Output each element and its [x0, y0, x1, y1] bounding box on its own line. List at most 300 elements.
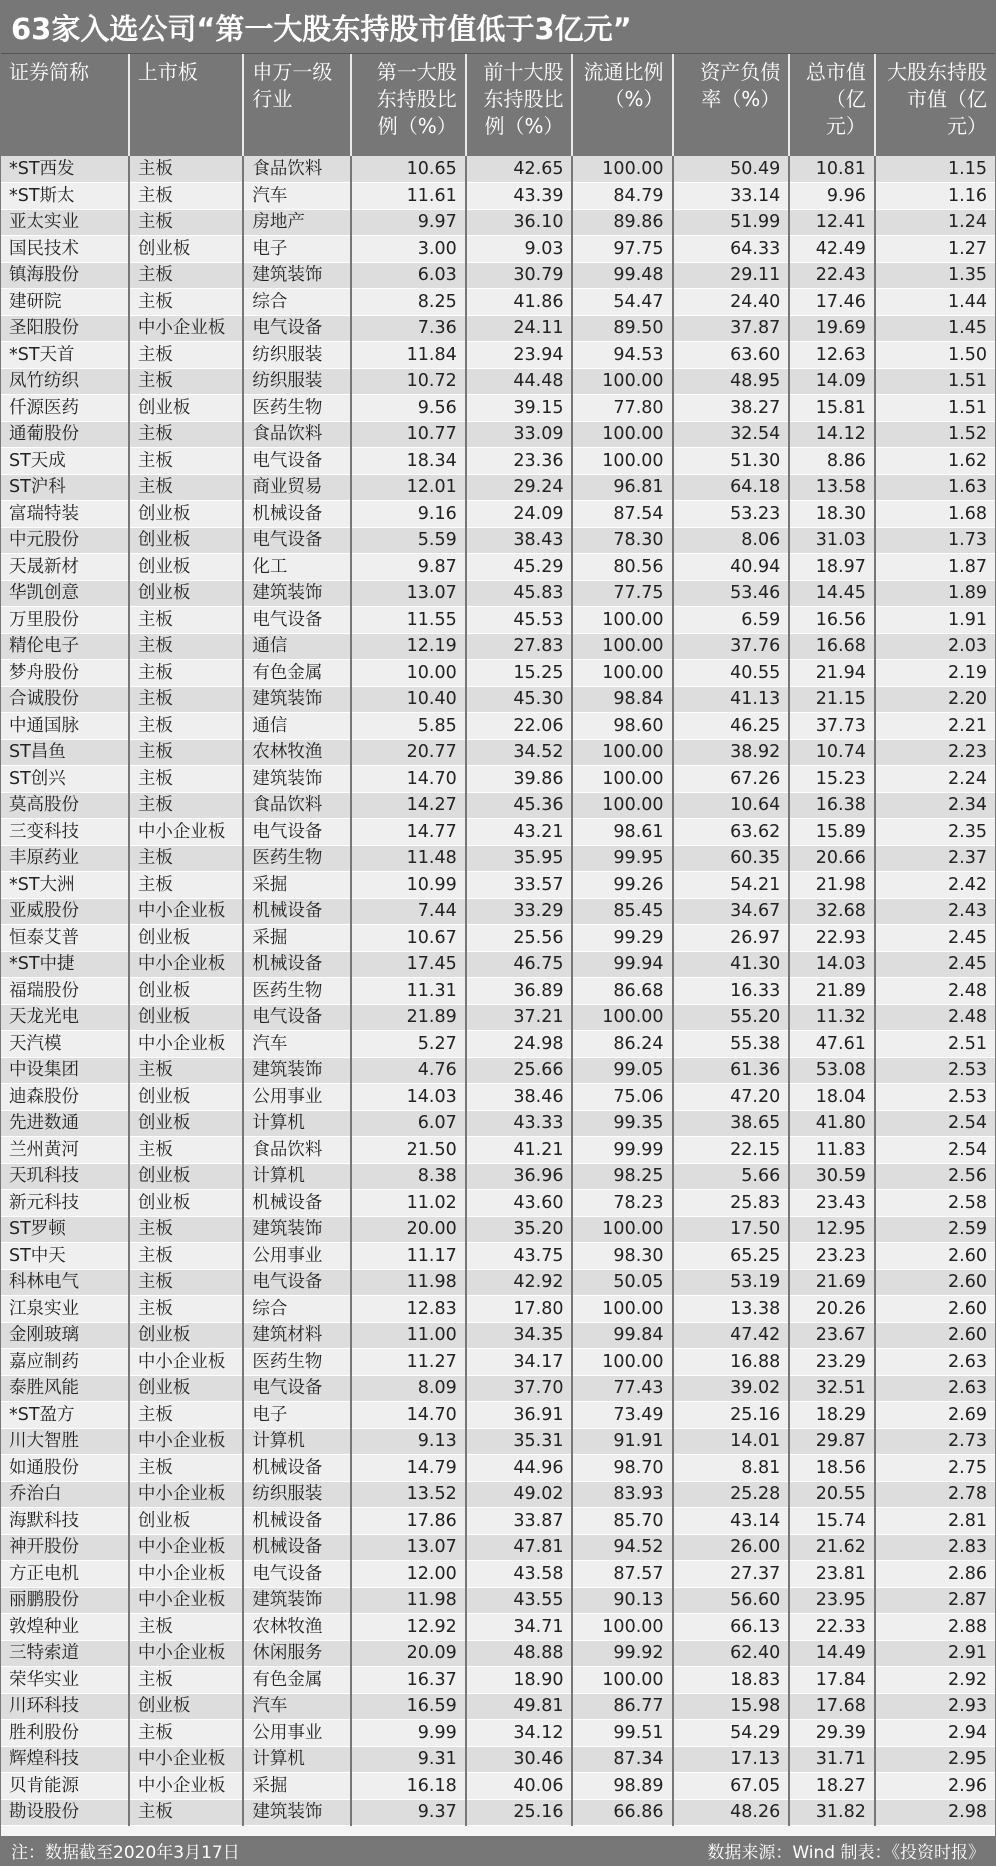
table-cell: 11.17	[351, 1243, 466, 1270]
table-cell: 1.73	[875, 527, 995, 554]
table-cell: 10.00	[351, 660, 466, 687]
table-cell: 17.46	[789, 289, 875, 316]
table-cell: 99.92	[572, 1640, 672, 1667]
table-cell: 9.13	[351, 1428, 466, 1455]
table-cell: 22.43	[789, 262, 875, 289]
table-cell: 18.83	[673, 1667, 790, 1694]
table-cell: 主板	[129, 156, 244, 183]
table-row	[1, 951, 995, 978]
table-cell: 主板	[129, 1296, 244, 1323]
table-cell: 31.82	[789, 1799, 875, 1826]
table-cell: 2.81	[875, 1508, 995, 1535]
table-cell: 电气设备	[243, 527, 351, 554]
table-cell: 建筑装饰	[243, 580, 351, 607]
table-row	[1, 1243, 995, 1270]
table-cell: 电子	[243, 1402, 351, 1429]
table-cell: 42.65	[466, 156, 573, 183]
table-cell: 39.02	[673, 1375, 790, 1402]
table-cell: 2.03	[875, 633, 995, 660]
table-cell: 建筑装饰	[243, 1587, 351, 1614]
table-cell: 24.09	[466, 501, 573, 528]
table-cell: 建筑装饰	[243, 1057, 351, 1084]
table-row	[1, 1640, 995, 1667]
table-cell: 27.83	[466, 633, 573, 660]
table-cell: 创业板	[129, 1190, 244, 1217]
table-cell: 三变科技	[1, 819, 129, 846]
table-cell: 37.21	[466, 1004, 573, 1031]
table-cell: 2.48	[875, 978, 995, 1005]
table-cell: 62.40	[673, 1640, 790, 1667]
table-cell: 2.88	[875, 1614, 995, 1641]
table-cell: 汽车	[243, 183, 351, 210]
table-cell: 2.60	[875, 1269, 995, 1296]
table-cell: 如通股份	[1, 1455, 129, 1482]
table-cell: 建筑装饰	[243, 686, 351, 713]
table-cell: 计算机	[243, 1428, 351, 1455]
table-row	[1, 1614, 995, 1641]
table-cell: 11.98	[351, 1269, 466, 1296]
table-cell: 机械设备	[243, 898, 351, 925]
table-cell: 64.33	[673, 236, 790, 263]
table-row	[1, 209, 995, 236]
table-cell: 33.09	[466, 421, 573, 448]
table-cell: 创业板	[129, 1322, 244, 1349]
table-cell: ST罗顿	[1, 1216, 129, 1243]
table-cell: 2.58	[875, 1190, 995, 1217]
table-cell: 96.81	[572, 474, 672, 501]
table-cell: 6.59	[673, 607, 790, 634]
table-cell: 41.86	[466, 289, 573, 316]
table-cell: ST昌鱼	[1, 739, 129, 766]
table-cell: 18.97	[789, 554, 875, 581]
table-cell: 14.09	[789, 368, 875, 395]
table-row	[1, 1561, 995, 1588]
table-cell: 休闲服务	[243, 1640, 351, 1667]
table-cell: 主板	[129, 1137, 244, 1164]
table-cell: 2.54	[875, 1137, 995, 1164]
header-row	[1, 54, 995, 156]
table-cell: 2.21	[875, 713, 995, 740]
table-cell: 9.16	[351, 501, 466, 528]
table-row	[1, 1508, 995, 1535]
table-row	[1, 1269, 995, 1296]
table-cell: 15.25	[466, 660, 573, 687]
table-row	[1, 898, 995, 925]
table-cell: 99.48	[572, 262, 672, 289]
table-cell: 21.69	[789, 1269, 875, 1296]
table-cell: 47.61	[789, 1031, 875, 1058]
table-row	[1, 1322, 995, 1349]
table-cell: 25.16	[466, 1799, 573, 1826]
table-cell: 电气设备	[243, 448, 351, 475]
table-cell: 2.20	[875, 686, 995, 713]
table-cell: 17.84	[789, 1667, 875, 1694]
table-cell: 16.88	[673, 1349, 790, 1376]
table-cell: 5.85	[351, 713, 466, 740]
table-row	[1, 368, 995, 395]
table-cell: 2.45	[875, 951, 995, 978]
table-cell: 23.23	[789, 1243, 875, 1270]
table-cell: 医药生物	[243, 1349, 351, 1376]
table-cell: 98.89	[572, 1773, 672, 1800]
table-cell: 11.84	[351, 342, 466, 369]
table-cell: 43.39	[466, 183, 573, 210]
table-cell: 创业板	[129, 1693, 244, 1720]
table-cell: 100.00	[572, 421, 672, 448]
table-cell: 15.23	[789, 766, 875, 793]
table-cell: 9.87	[351, 554, 466, 581]
table-cell: 14.27	[351, 792, 466, 819]
table-cell: 计算机	[243, 1110, 351, 1137]
table-cell: 43.55	[466, 1587, 573, 1614]
table-cell: 16.37	[351, 1667, 466, 1694]
table-cell: 12.19	[351, 633, 466, 660]
table-cell: 77.43	[572, 1375, 672, 1402]
table-cell: 中通国脉	[1, 713, 129, 740]
table-cell: 75.06	[572, 1084, 672, 1111]
table-cell: 主板	[129, 1057, 244, 1084]
table-cell: 中设集团	[1, 1057, 129, 1084]
table-cell: 14.45	[789, 580, 875, 607]
table-cell: 56.60	[673, 1587, 790, 1614]
table-cell: 5.59	[351, 527, 466, 554]
table-cell: 43.60	[466, 1190, 573, 1217]
table-cell: 53.46	[673, 580, 790, 607]
table-cell: 11.31	[351, 978, 466, 1005]
table-cell: 创业板	[129, 580, 244, 607]
table-cell: 16.33	[673, 978, 790, 1005]
table-cell: 19.69	[789, 315, 875, 342]
table-cell: 2.98	[875, 1799, 995, 1826]
table-cell: 机械设备	[243, 1190, 351, 1217]
table-cell: 63.62	[673, 819, 790, 846]
column-header: 申万一级行业	[243, 54, 351, 156]
table-cell: 1.15	[875, 156, 995, 183]
table-cell: 10.67	[351, 925, 466, 952]
table-cell: 2.63	[875, 1375, 995, 1402]
table-cell: 17.68	[789, 1693, 875, 1720]
table-cell: 主板	[129, 792, 244, 819]
table-cell: 17.86	[351, 1508, 466, 1535]
table-row	[1, 1137, 995, 1164]
table-cell: 中小企业板	[129, 1640, 244, 1667]
table-cell: 2.60	[875, 1243, 995, 1270]
table-cell: 86.24	[572, 1031, 672, 1058]
table-cell: 乔治白	[1, 1481, 129, 1508]
table-cell: 18.29	[789, 1402, 875, 1429]
table-cell: 7.44	[351, 898, 466, 925]
table-cell: 8.06	[673, 527, 790, 554]
table-cell: 78.23	[572, 1190, 672, 1217]
table-cell: 11.02	[351, 1190, 466, 1217]
table-cell: 100.00	[572, 448, 672, 475]
table-cell: 先进数通	[1, 1110, 129, 1137]
table-cell: 49.02	[466, 1481, 573, 1508]
table-cell: 神开股份	[1, 1534, 129, 1561]
table-cell: 100.00	[572, 156, 672, 183]
table-cell: *ST大洲	[1, 872, 129, 899]
table-cell: 2.54	[875, 1110, 995, 1137]
table-cell: 43.75	[466, 1243, 573, 1270]
table-cell: 41.30	[673, 951, 790, 978]
table-cell: 33.29	[466, 898, 573, 925]
table-cell: 2.56	[875, 1163, 995, 1190]
table-cell: 89.50	[572, 315, 672, 342]
table-cell: 21.62	[789, 1534, 875, 1561]
table-cell: 90.13	[572, 1587, 672, 1614]
table-row	[1, 607, 995, 634]
table-cell: 65.25	[673, 1243, 790, 1270]
table-cell: 丽鹏股份	[1, 1587, 129, 1614]
table-cell: 23.81	[789, 1561, 875, 1588]
table-cell: 创业板	[129, 1375, 244, 1402]
table-cell: 21.89	[351, 1004, 466, 1031]
table-cell: 18.30	[789, 501, 875, 528]
table-cell: 创业板	[129, 1084, 244, 1111]
table-cell: 亚太实业	[1, 209, 129, 236]
table-cell: ST天成	[1, 448, 129, 475]
table-cell: 33.14	[673, 183, 790, 210]
table-cell: 34.52	[466, 739, 573, 766]
table-cell: 10.64	[673, 792, 790, 819]
table-cell: 50.05	[572, 1269, 672, 1296]
table-cell: 江泉实业	[1, 1296, 129, 1323]
table-cell: 14.70	[351, 1402, 466, 1429]
table-cell: 21.98	[789, 872, 875, 899]
table-cell: ST沪科	[1, 474, 129, 501]
column-header: 资产负债率（%）	[673, 54, 790, 156]
table-cell: 中小企业板	[129, 1349, 244, 1376]
figure-footer	[1, 1836, 995, 1865]
table-cell: 莫高股份	[1, 792, 129, 819]
table-cell: 100.00	[572, 1216, 672, 1243]
table-cell: 化工	[243, 554, 351, 581]
table-cell: 30.59	[789, 1163, 875, 1190]
table-row	[1, 580, 995, 607]
table-cell: 10.65	[351, 156, 466, 183]
table-row	[1, 792, 995, 819]
table-cell: 17.45	[351, 951, 466, 978]
table-cell: 51.30	[673, 448, 790, 475]
table-cell: 公用事业	[243, 1243, 351, 1270]
table-cell: 51.99	[673, 209, 790, 236]
table-cell: 29.87	[789, 1428, 875, 1455]
table-cell: 49.81	[466, 1693, 573, 1720]
table-cell: 2.87	[875, 1587, 995, 1614]
table-cell: 2.59	[875, 1216, 995, 1243]
table-cell: 35.20	[466, 1216, 573, 1243]
table-cell: 47.42	[673, 1322, 790, 1349]
table-cell: 1.63	[875, 474, 995, 501]
table-cell: 99.26	[572, 872, 672, 899]
table-cell: 新元科技	[1, 1190, 129, 1217]
table-cell: 中小企业板	[129, 951, 244, 978]
table-row	[1, 1746, 995, 1773]
table-cell: 9.56	[351, 395, 466, 422]
table-cell: 36.10	[466, 209, 573, 236]
table-cell: 67.26	[673, 766, 790, 793]
table-cell: 22.93	[789, 925, 875, 952]
table-cell: 11.48	[351, 845, 466, 872]
table-cell: 计算机	[243, 1746, 351, 1773]
table-cell: 采掘	[243, 925, 351, 952]
table-cell: 主板	[129, 1720, 244, 1747]
table-cell: 中小企业板	[129, 1031, 244, 1058]
table-cell: 9.96	[789, 183, 875, 210]
table-cell: 主板	[129, 342, 244, 369]
table-cell: 17.13	[673, 1746, 790, 1773]
table-cell: 恒泰艾普	[1, 925, 129, 952]
table-cell: 主板	[129, 421, 244, 448]
table-cell: 37.70	[466, 1375, 573, 1402]
table-cell: 2.43	[875, 898, 995, 925]
table-cell: 2.53	[875, 1084, 995, 1111]
table-cell: 电气设备	[243, 1269, 351, 1296]
table-cell: 电气设备	[243, 1375, 351, 1402]
table-cell: 9.31	[351, 1746, 466, 1773]
table-cell: 100.00	[572, 633, 672, 660]
table-cell: 26.00	[673, 1534, 790, 1561]
table-cell: 主板	[129, 262, 244, 289]
table-cell: 11.32	[789, 1004, 875, 1031]
table-cell: 2.35	[875, 819, 995, 846]
table-cell: 37.76	[673, 633, 790, 660]
table-cell: 医药生物	[243, 978, 351, 1005]
table-cell: 18.56	[789, 1455, 875, 1482]
table-cell: 11.00	[351, 1322, 466, 1349]
table-cell: 13.58	[789, 474, 875, 501]
table-cell: 7.36	[351, 315, 466, 342]
table-cell: 2.37	[875, 845, 995, 872]
table-cell: 11.61	[351, 183, 466, 210]
table-cell: 主板	[129, 660, 244, 687]
table-cell: 主板	[129, 474, 244, 501]
table-cell: 77.75	[572, 580, 672, 607]
table-cell: 15.98	[673, 1693, 790, 1720]
table-cell: 建筑材料	[243, 1322, 351, 1349]
table-cell: 24.98	[466, 1031, 573, 1058]
table-cell: 2.83	[875, 1534, 995, 1561]
table-cell: *ST斯太	[1, 183, 129, 210]
table-cell: 64.18	[673, 474, 790, 501]
table-cell: 44.96	[466, 1455, 573, 1482]
table-cell: 主板	[129, 872, 244, 899]
table-cell: 主板	[129, 1614, 244, 1641]
table-cell: 36.91	[466, 1402, 573, 1429]
table-cell: 34.17	[466, 1349, 573, 1376]
table-cell: 38.46	[466, 1084, 573, 1111]
table-cell: 14.03	[351, 1084, 466, 1111]
table-cell: 14.03	[789, 951, 875, 978]
table-cell: 仟源医药	[1, 395, 129, 422]
table-cell: *ST盈方	[1, 1402, 129, 1429]
table-cell: 13.52	[351, 1481, 466, 1508]
table-cell: 食品饮料	[243, 421, 351, 448]
table-cell: 43.33	[466, 1110, 573, 1137]
table-cell: 66.86	[572, 1799, 672, 1826]
table-cell: 电气设备	[243, 315, 351, 342]
table-row	[1, 342, 995, 369]
table-cell: 25.16	[673, 1402, 790, 1429]
table-cell: 53.23	[673, 501, 790, 528]
table-cell: 14.12	[789, 421, 875, 448]
table-row	[1, 527, 995, 554]
table-cell: 50.49	[673, 156, 790, 183]
table-cell: 9.99	[351, 1720, 466, 1747]
table-cell: 川大智胜	[1, 1428, 129, 1455]
table-row	[1, 421, 995, 448]
table-cell: 13.38	[673, 1296, 790, 1323]
table-cell: 24.11	[466, 315, 573, 342]
table-cell: 32.54	[673, 421, 790, 448]
table-cell: 富瑞特装	[1, 501, 129, 528]
table-cell: 天汽模	[1, 1031, 129, 1058]
table-cell: 兰州黄河	[1, 1137, 129, 1164]
table-cell: 94.53	[572, 342, 672, 369]
table-cell: 45.30	[466, 686, 573, 713]
table-cell: 1.51	[875, 395, 995, 422]
table-cell: 迪森股份	[1, 1084, 129, 1111]
table-row	[1, 1375, 995, 1402]
table-cell: 主板	[129, 1455, 244, 1482]
table-row	[1, 1004, 995, 1031]
table-cell: 1.35	[875, 262, 995, 289]
table-cell: 23.67	[789, 1322, 875, 1349]
table-row	[1, 925, 995, 952]
table-cell: 纺织服装	[243, 342, 351, 369]
table-cell: 20.77	[351, 739, 466, 766]
table-cell: 25.28	[673, 1481, 790, 1508]
table-cell: 主板	[129, 633, 244, 660]
table-cell: 8.09	[351, 1375, 466, 1402]
table-cell: 电气设备	[243, 1561, 351, 1588]
table-cell: 华凯创意	[1, 580, 129, 607]
table-row	[1, 1428, 995, 1455]
table-cell: 67.05	[673, 1773, 790, 1800]
table-cell: 39.15	[466, 395, 573, 422]
table-row	[1, 315, 995, 342]
table-cell: 87.54	[572, 501, 672, 528]
table-cell: 食品饮料	[243, 1137, 351, 1164]
table-row	[1, 845, 995, 872]
table-cell: 食品饮料	[243, 792, 351, 819]
table-cell: 14.70	[351, 766, 466, 793]
table-cell: *ST中捷	[1, 951, 129, 978]
table-row	[1, 633, 995, 660]
table-row	[1, 1190, 995, 1217]
table-cell: 建筑装饰	[243, 1216, 351, 1243]
table-cell: 采掘	[243, 1773, 351, 1800]
table-cell: 建筑装饰	[243, 766, 351, 793]
table-cell: *ST西发	[1, 156, 129, 183]
table-cell: 100.00	[572, 766, 672, 793]
table-row	[1, 1349, 995, 1376]
table-cell: 公用事业	[243, 1720, 351, 1747]
table-cell: 43.58	[466, 1561, 573, 1588]
table-cell: 21.94	[789, 660, 875, 687]
column-header: 上市板	[129, 54, 244, 156]
table-cell: 9.37	[351, 1799, 466, 1826]
table-cell: 12.01	[351, 474, 466, 501]
table-cell: 中小企业板	[129, 1481, 244, 1508]
table-cell: 农林牧渔	[243, 739, 351, 766]
table-cell: 通葡股份	[1, 421, 129, 448]
table-cell: 98.60	[572, 713, 672, 740]
table-cell: 38.92	[673, 739, 790, 766]
table-cell: 46.75	[466, 951, 573, 978]
table-cell: 32.51	[789, 1375, 875, 1402]
table-cell: 综合	[243, 289, 351, 316]
